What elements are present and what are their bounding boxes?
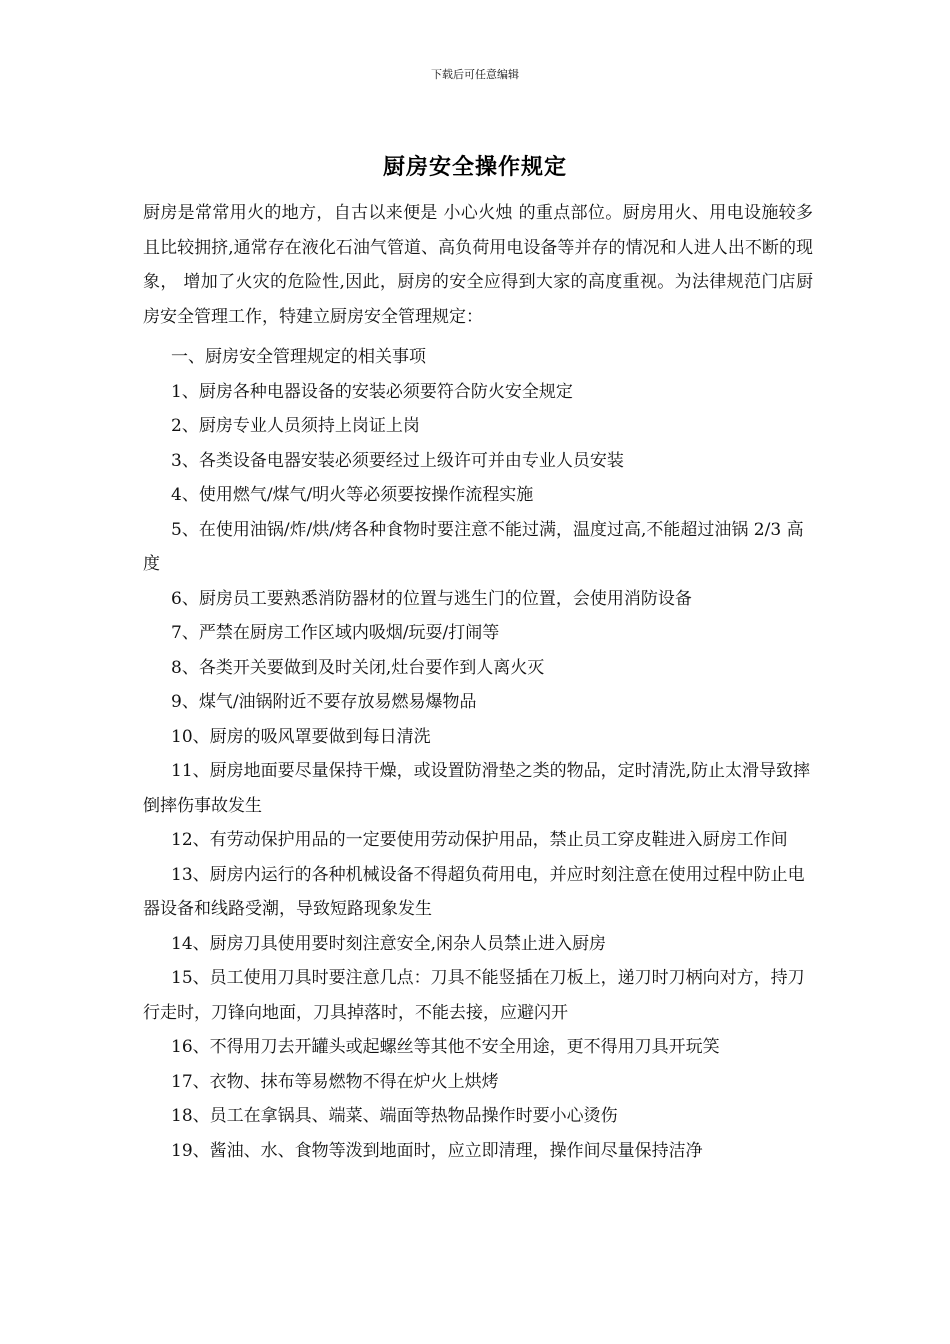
list-item: 17、衣物、抹布等易燃物不得在炉火上烘烤 (171, 1071, 499, 1092)
list-item: 19、酱油、水、食物等泼到地面时，应立即清理，操作间尽量保持洁净 (171, 1140, 703, 1161)
list-item: 2、厨房专业人员须持上岗证上岗 (171, 416, 420, 436)
intro-text: 厨房是常常用火的地方，自古以来便是 小心火烛 的重点部位。厨房用火、用电设施较多且比较拥挤,通常存在液化石油气管道、高负荷用电设备等并存的情况和人进人出不断的现象， 增加了火灾的危险性,因此，厨房的安全应得到大家的高度重视。为法律规范门店厨房安全管理工作，特建立厨房安全管理规定： (143, 203, 813, 327)
list-item: 15、员工使用刀具时要注意几点：刀具不能竖插在刀板上，递刀时刀柄向对方，持刀行走时，刀锋向地面，刀具掉落时，不能去接，应避闪开 (143, 968, 805, 1023)
header-note: 下载后可任意编辑 (431, 68, 519, 81)
list-item: 11、厨房地面要尽量保持干燥，或设置防滑垫之类的物品，定时清洗,防止太滑导致摔倒摔伤事故发生 (143, 761, 811, 816)
list-item: 14、厨房刀具使用要时刻注意安全,闲杂人员禁止进入厨房 (171, 933, 607, 954)
list-item: 6、厨房员工要熟悉消防器材的位置与逃生门的位置，会使用消防设备 (171, 588, 692, 609)
list-item: 8、各类开关要做到及时关闭,灶台要作到人离火灭 (171, 657, 545, 678)
rules-list (143, 340, 813, 1168)
list-item: 9、煤气/油锅附近不要存放易燃易爆物品 (171, 692, 477, 712)
list-item: 16、不得用刀去开罐头或起螺丝等其他不安全用途，更不得用刀具开玩笑 (171, 1037, 720, 1057)
list-item: 4、使用燃气/煤气/明火等必须要按操作流程实施 (171, 485, 534, 505)
list-item: 13、厨房内运行的各种机械设备不得超负荷用电，并应时刻注意在使用过程中防止电器设备和线路受潮，导致短路现象发生 (143, 864, 805, 919)
list-item: 一、厨房安全管理规定的相关事项 (171, 347, 426, 367)
document-title: 厨房安全操作规定 (382, 155, 567, 180)
list-item: 5、在使用油锅/炸/烘/烤各种食物时要注意不能过满，温度过高,不能超过油锅 2/3 高度 (143, 519, 804, 574)
list-item: 7、严禁在厨房工作区域内吸烟/玩耍/打闹等 (171, 623, 500, 643)
list-item: 10、厨房的吸风罩要做到每日清洗 (171, 726, 431, 747)
list-item: 12、有劳动保护用品的一定要使用劳动保护用品，禁止员工穿皮鞋进入厨房工作间 (171, 830, 788, 850)
list-item: 18、员工在拿锅具、端菜、端面等热物品操作时要小心烫伤 (171, 1106, 618, 1126)
list-item: 3、各类设备电器安装必须要经过上级许可并由专业人员安装 (171, 450, 624, 471)
list-item: 1、厨房各种电器设备的安装必须要符合防火安全规定 (171, 381, 573, 402)
intro-paragraph (143, 196, 813, 334)
